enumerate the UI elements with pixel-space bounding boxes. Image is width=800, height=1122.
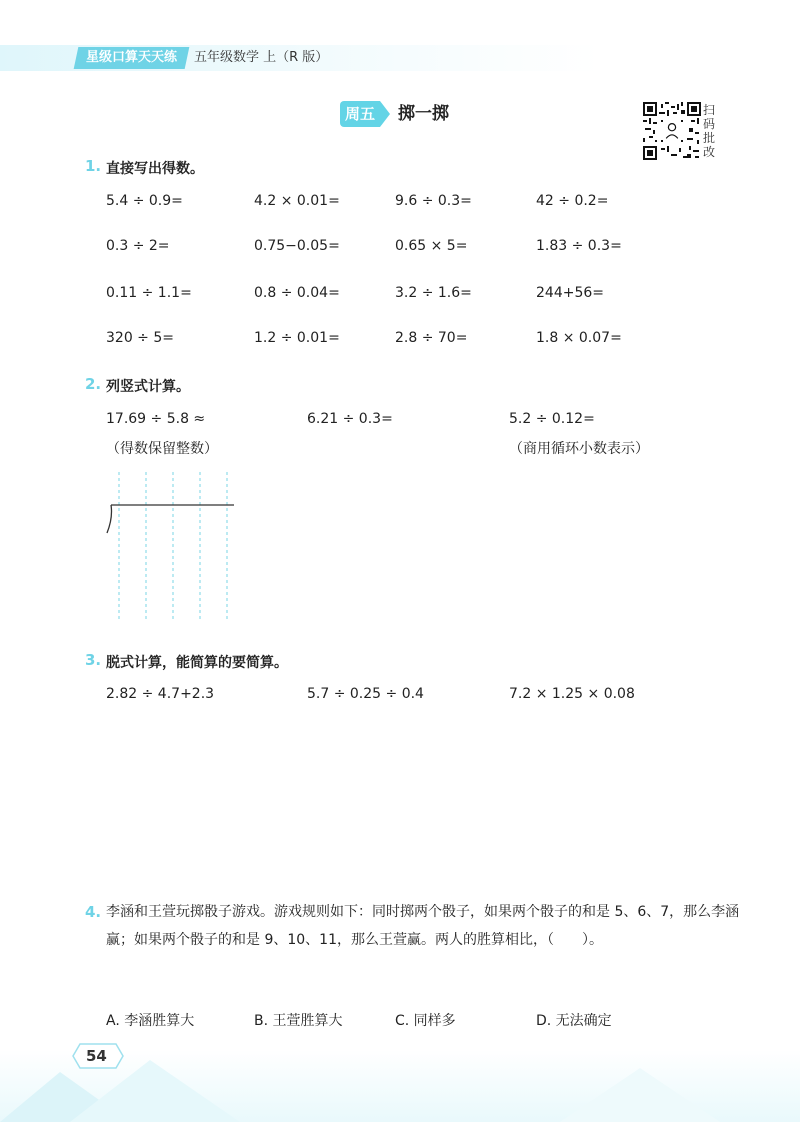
q1-item: 320 ÷ 5= <box>106 330 174 346</box>
q2-note-round: （得数保留整数） <box>106 441 218 457</box>
qr-code-icon[interactable] <box>643 102 701 160</box>
q4-option-b: B. 王萱胜算大 <box>254 1013 343 1029</box>
q1-item: 5.4 ÷ 0.9= <box>106 193 183 209</box>
q1-item: 244+56= <box>536 285 604 301</box>
q1-item: 0.11 ÷ 1.1= <box>106 285 192 301</box>
q2-instruction: 列竖式计算。 <box>106 379 190 395</box>
q1-item: 1.8 × 0.07= <box>536 330 622 346</box>
q4-option-a: A. 李涵胜算大 <box>106 1013 195 1029</box>
long-division-grid <box>100 470 240 625</box>
q4-option-d: D. 无法确定 <box>536 1013 612 1029</box>
q1-number: 1. <box>85 157 102 175</box>
day-tag-arrow <box>380 101 390 127</box>
q1-item: 0.3 ÷ 2= <box>106 238 170 254</box>
q1-item: 1.83 ÷ 0.3= <box>536 238 622 254</box>
q1-instruction: 直接写出得数。 <box>106 161 204 177</box>
q1-item: 0.65 × 5= <box>395 238 468 254</box>
series-brand: 星级口算天天练 <box>74 47 190 69</box>
q4-problem-text: 李涵和王萱玩掷骰子游戏。游戏规则如下：同时掷两个骰子，如果两个骰子的和是 5、6、7，那么李涵赢；如果两个骰子的和是 9、10、11，那么王萱赢。两人的胜算相比，（ ）。 <box>106 904 740 948</box>
q1-item: 3.2 ÷ 1.6= <box>395 285 472 301</box>
q3-item: 2.82 ÷ 4.7+2.3 <box>106 686 215 702</box>
day-tag: 周五 <box>340 101 380 127</box>
q2-note-repeating: （商用循环小数表示） <box>509 441 649 457</box>
q3-instruction: 脱式计算，能简算的要简算。 <box>106 655 288 671</box>
q1-item: 0.8 ÷ 0.04= <box>254 285 340 301</box>
q4-option-c: C. 同样多 <box>395 1013 456 1029</box>
q1-item: 9.6 ÷ 0.3= <box>395 193 472 209</box>
q2-number: 2. <box>85 375 102 393</box>
q1-item: 4.2 × 0.01= <box>254 193 340 209</box>
page-title: 掷一掷 <box>398 104 449 124</box>
q3-number: 3. <box>85 651 102 669</box>
q2-item: 5.2 ÷ 0.12= <box>509 411 595 427</box>
q2-item: 17.69 ÷ 5.8 ≈ <box>106 411 206 427</box>
q1-item: 42 ÷ 0.2= <box>536 193 609 209</box>
q3-item: 5.7 ÷ 0.25 ÷ 0.4 <box>307 686 424 702</box>
q4-number: 4. <box>85 903 102 921</box>
q1-item: 0.75−0.05= <box>254 238 340 254</box>
grade-label: 五年级数学 上（R 版） <box>194 50 329 65</box>
page-number: 54 <box>86 1047 107 1065</box>
q2-item: 6.21 ÷ 0.3= <box>307 411 393 427</box>
scan-to-grade-label: 扫码批改 <box>703 103 716 159</box>
q1-item: 2.8 ÷ 70= <box>395 330 468 346</box>
q3-item: 7.2 × 1.25 × 0.08 <box>509 686 635 702</box>
q1-item: 1.2 ÷ 0.01= <box>254 330 340 346</box>
